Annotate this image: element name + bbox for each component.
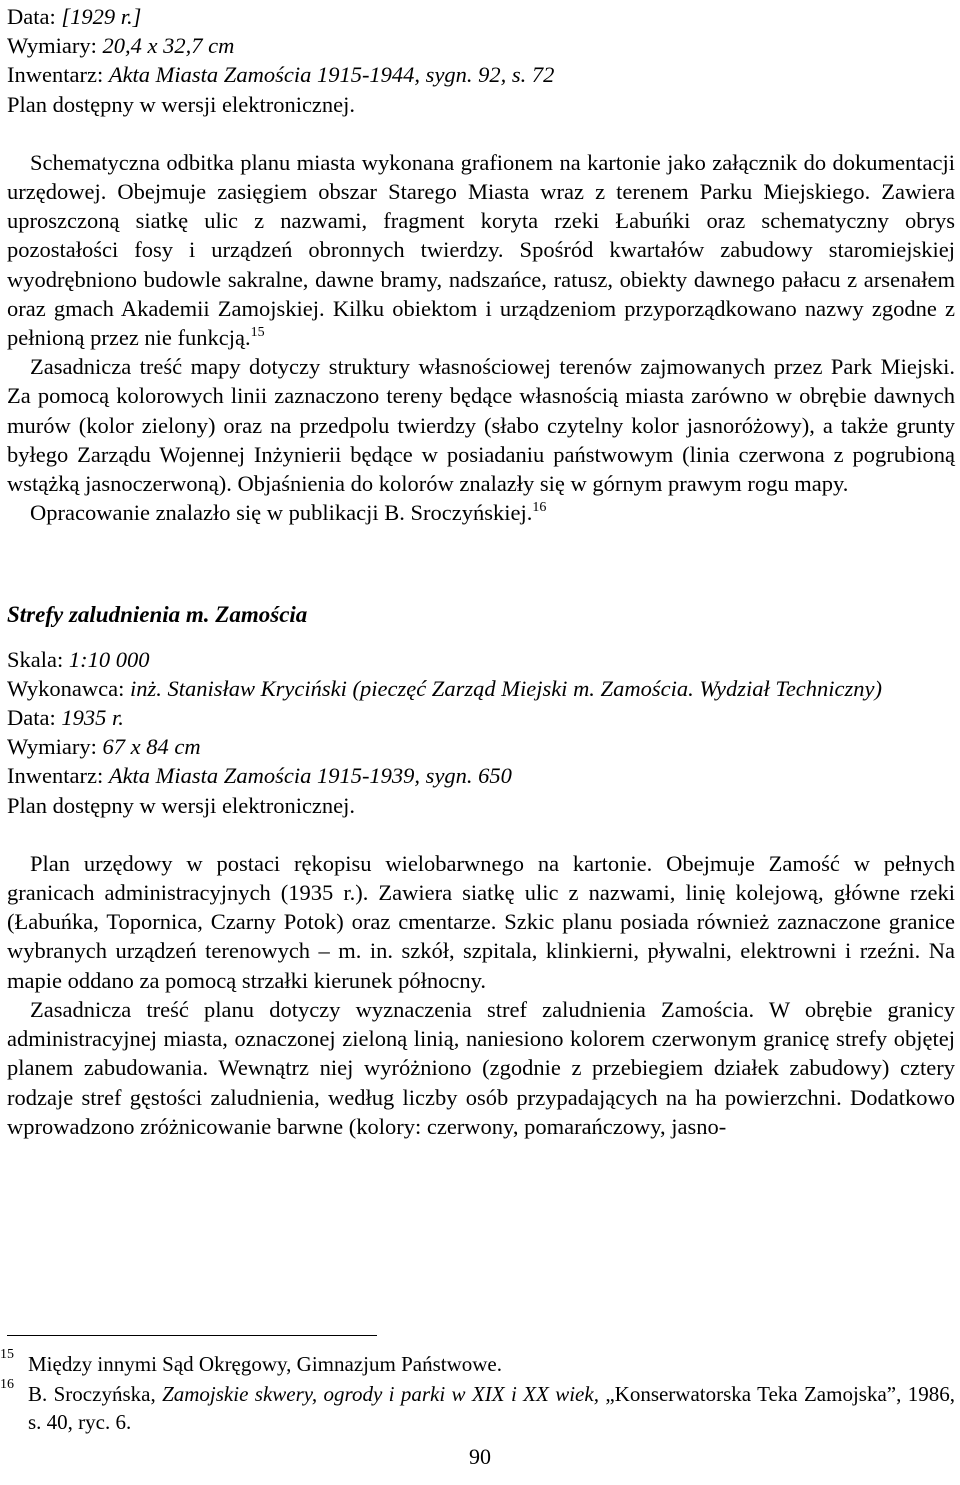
- doc2-paragraph-2: Zasadnicza treść planu dotyczy wyznaczenia stref zaludnienia Zamościa. W obrębie granicy administracyjnej miasta, oznaczonej zieloną linią, naniesiono kolorem czerwonym granicę strefy objętej planem zabudowania. Wewnątrz niej wyróżniono (zgodnie z przebiegiem działek zabudowy) cztery rodzaje stref gęstości zaludnienia, według liczby osób przypadających na ha powierzchni. Dodatkowo wprowadzono zróżnicowanie barwne (kolory: czerwony, pomarańczowy, jasno-: [7, 996, 955, 1139]
- meta-value: 1935 r.: [61, 705, 124, 731]
- footnote-text: Między innymi Sąd Okręgowy, Gimnazjum Państwowe.: [28, 1352, 502, 1376]
- footnote-text: B. Sroczyńska,: [28, 1382, 163, 1406]
- meta-value: 67 x 84 cm: [102, 734, 201, 760]
- footnote-16: [0, 1377, 955, 1436]
- doc2-date: [7, 703, 955, 732]
- doc2-scale: [7, 645, 955, 674]
- footnote-ref-16[interactable]: 16: [532, 500, 547, 516]
- meta-value: inż. Stanisław Kryciński (pieczęć Zarząd Miejski m. Zamościa. Wydział Techniczny): [129, 675, 883, 701]
- meta-value: Akta Miasta Zamościa 1915-1939, sygn. 650: [108, 763, 512, 789]
- footnotes: [0, 1335, 955, 1438]
- doc1-date: [7, 2, 955, 31]
- meta-label: Wymiary:: [7, 33, 97, 59]
- section-title: Strefy zaludnienia m. Zamościa: [7, 602, 308, 628]
- paragraph-text: Opracowanie znalazło się w publikacji B. Sroczyńskiej.: [30, 500, 533, 526]
- paragraph-text: Schematyczna odbitka planu miasta wykonana grafionem na kartonie jako załącznik do dokumentacji urzędowej. Obejmuje zasięgiem obszar Starego Miasta wraz z terenem Parku Miejskiego. Zawiera uproszczoną siatkę ulic z nazwami, fragment koryta rzeki Łabuńki oraz schematyczny obrys pozostałości fosy i urządzeń obronnych twierdzy. Spośród kwartałów zabudowy staromiejskiej wyodrębniono budowle sakralne, dawne bramy, nadszańce, ratusz, obiekty dawnego pałacu z arsenałem oraz gmach Akademii Zamojskiej. Kilku obiektom i urządzeniom przyporządkowano nazwy zgodne z pełnioną przez nie funkcją.: [7, 149, 955, 351]
- meta-label: Data:: [7, 4, 56, 29]
- doc1-availability: Plan dostępny w wersji elektronicznej.: [7, 91, 356, 117]
- meta-value: 1:10 000: [68, 646, 150, 672]
- footnote-number: 16: [0, 1377, 14, 1392]
- doc1-paragraph-3: [7, 498, 955, 527]
- meta-label: Data:: [7, 705, 56, 731]
- meta-value: 20,4 x 32,7 cm: [102, 33, 235, 59]
- footnote-text: „Konserwatorska Teka Zamojska”, 1986, s. 40, ryc. 6.: [28, 1382, 955, 1434]
- doc2-dimensions: [7, 732, 955, 761]
- footnote-number: 15: [0, 1347, 14, 1362]
- doc2-author: [7, 674, 955, 703]
- meta-label: Inwentarz:: [7, 62, 104, 88]
- doc1-paragraph-2: Zasadnicza treść mapy dotyczy struktury własnościowej terenów zajmowanych przez Park Miejski. Za pomocą kolorowych linii zaznaczono tereny będące własnością miasta zarówno w obrębie dawnych murów (kolor zielony) oraz na przedpolu twierdzy (słabo czytelny kolor jasnoróżowy), a także grunty byłego Zarządu Wojennej Inżynierii będące w posiadaniu państwowym (linia czerwona z pogrubioną wstążką jasnoczerwoną). Objaśnienia do kolorów znalazły się w górnym prawym rogu mapy.: [7, 354, 955, 497]
- doc2-availability: Plan dostępny w wersji elektronicznej.: [7, 792, 356, 818]
- page-number: 90: [469, 1444, 491, 1469]
- footnote-title: Zamojskie skwery, ogrody i parki w XIX i XX wiek,: [162, 1382, 599, 1406]
- footnote-15: [0, 1347, 955, 1378]
- meta-value: Akta Miasta Zamościa 1915-1944, sygn. 92, s. 72: [108, 62, 555, 88]
- meta-value: [1929 r.]: [61, 4, 142, 29]
- doc2-paragraph-1: Plan urzędowy w postaci rękopisu wielobarwnego na kartonie. Obejmuje Zamość w pełnych granicach administracyjnych (1935 r.). Zawiera siatkę ulic z nazwami, linię kolejową, główne rzeki (Łabuńka, Topornica, Czarny Potok) oraz cmentarze. Szkic planu posiada również zaznaczone granice wybranych urządzeń terenowych – m. in. szkół, szpitala, klinkierni, pływalni, elektrowni i rzeźni. Na mapie oddano za pomocą strzałki kierunek północny.: [7, 850, 955, 993]
- meta-label: Inwentarz:: [7, 763, 104, 789]
- page-body: [7, 2, 955, 1141]
- footnote-divider: [7, 1335, 377, 1336]
- meta-label: Skala:: [7, 646, 64, 672]
- footnote-ref-15[interactable]: 15: [250, 325, 265, 341]
- doc1-paragraph-1: [7, 148, 955, 352]
- meta-label: Wymiary:: [7, 734, 97, 760]
- doc1-dimensions: [7, 31, 955, 60]
- doc1-inventory: [7, 60, 955, 89]
- meta-label: Wykonawca:: [7, 675, 125, 701]
- doc2-inventory: [7, 761, 955, 790]
